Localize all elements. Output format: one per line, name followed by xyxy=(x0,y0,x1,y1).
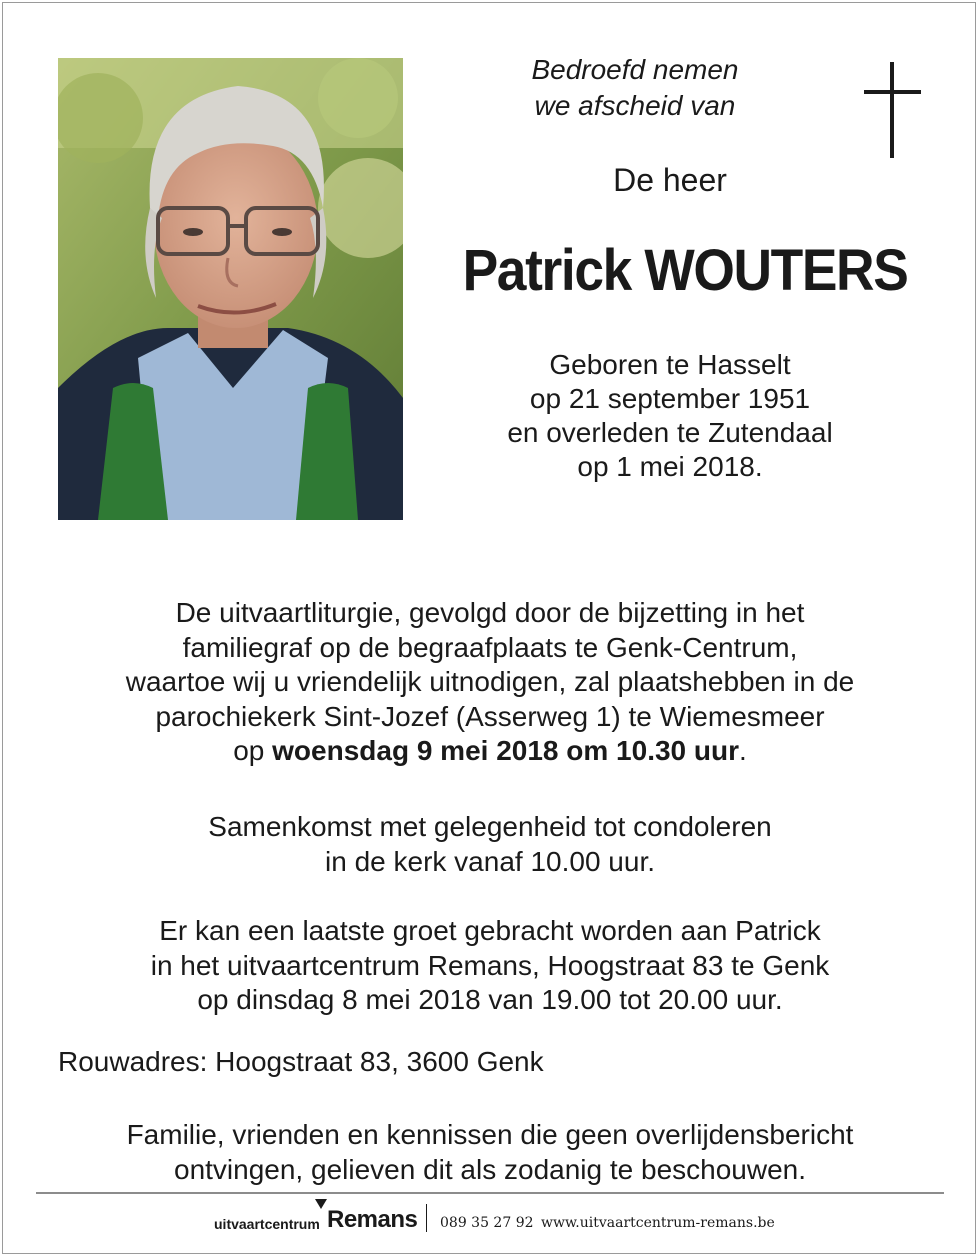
gathering-line-2: in de kerk vanaf 10.00 uur. xyxy=(325,845,655,877)
footer-separator xyxy=(426,1204,427,1232)
gathering-paragraph xyxy=(40,810,940,879)
birth-line-2: op 21 september 1951 xyxy=(529,383,811,414)
ceremony-line-4: parochiekerk Sint-Jozef (Asserweg 1) te Wiemesmeer xyxy=(155,700,825,732)
farewell-line-3: op dinsdag 8 mei 2018 van 19.00 tot 20.00 uur. xyxy=(197,984,783,1015)
portrait-photo xyxy=(58,58,403,520)
ceremony-line-3: waartoe wij u vriendelijk uitnodigen, zal plaatshebben in de xyxy=(125,666,855,697)
ceremony-line-2: familiegraf op de begraafplaats te Genk-Centrum, xyxy=(182,631,798,663)
ceremony-line-1: De uitvaartliturgie, gevolgd door de bijzetting in het xyxy=(175,597,805,628)
deceased-name: Patrick WOUTERS xyxy=(462,238,908,303)
ceremony-paragraph xyxy=(40,596,940,769)
footer-divider xyxy=(36,1192,944,1194)
footer-phone: 089 35 27 92 xyxy=(440,1215,534,1231)
cross-icon xyxy=(864,62,922,160)
closing-line-1: Familie, vrienden en kennissen die geen overlijdensbericht xyxy=(126,1119,854,1150)
closing-line-2: ontvingen, gelieven dit als zodanig te beschouwen. xyxy=(174,1153,806,1185)
birth-death-info xyxy=(460,348,880,484)
mourning-address: Rouwadres: Hoogstraat 83, 3600 Genk xyxy=(58,1046,544,1077)
death-line-1: en overleden te Zutendaal xyxy=(507,417,833,448)
intro-text xyxy=(480,52,870,124)
salutation: De heer xyxy=(613,162,727,198)
footer-brand-name: Remans xyxy=(327,1206,418,1233)
footer-brand-small: uitvaartcentrum xyxy=(214,1216,320,1232)
intro-line-1: Bedroefd nemen xyxy=(531,54,739,85)
birth-line-1: Geboren te Hasselt xyxy=(549,349,791,380)
farewell-line-2: in het uitvaartcentrum Remans, Hoogstraat 83 te Genk xyxy=(150,949,830,981)
intro-line-2: we afscheid van xyxy=(534,90,736,121)
portrait-illustration xyxy=(58,58,403,520)
footer xyxy=(0,1196,980,1246)
ceremony-date: woensdag 9 mei 2018 om 10.30 uur xyxy=(272,735,740,766)
footer-website: www.uitvaartcentrum-remans.be xyxy=(541,1215,775,1231)
brand-triangle-icon xyxy=(315,1199,327,1209)
ceremony-line-5 xyxy=(40,734,940,769)
farewell-paragraph xyxy=(40,914,940,1018)
farewell-line-1: Er kan een laatste groet gebracht worden aan Patrick xyxy=(159,915,821,946)
death-line-2: op 1 mei 2018. xyxy=(577,451,763,482)
gathering-line-1: Samenkomst met gelegenheid tot condoleren xyxy=(208,811,772,842)
ceremony-date-prefix: op xyxy=(233,735,273,766)
closing-paragraph xyxy=(40,1118,940,1187)
ceremony-date-suffix: . xyxy=(739,735,747,766)
